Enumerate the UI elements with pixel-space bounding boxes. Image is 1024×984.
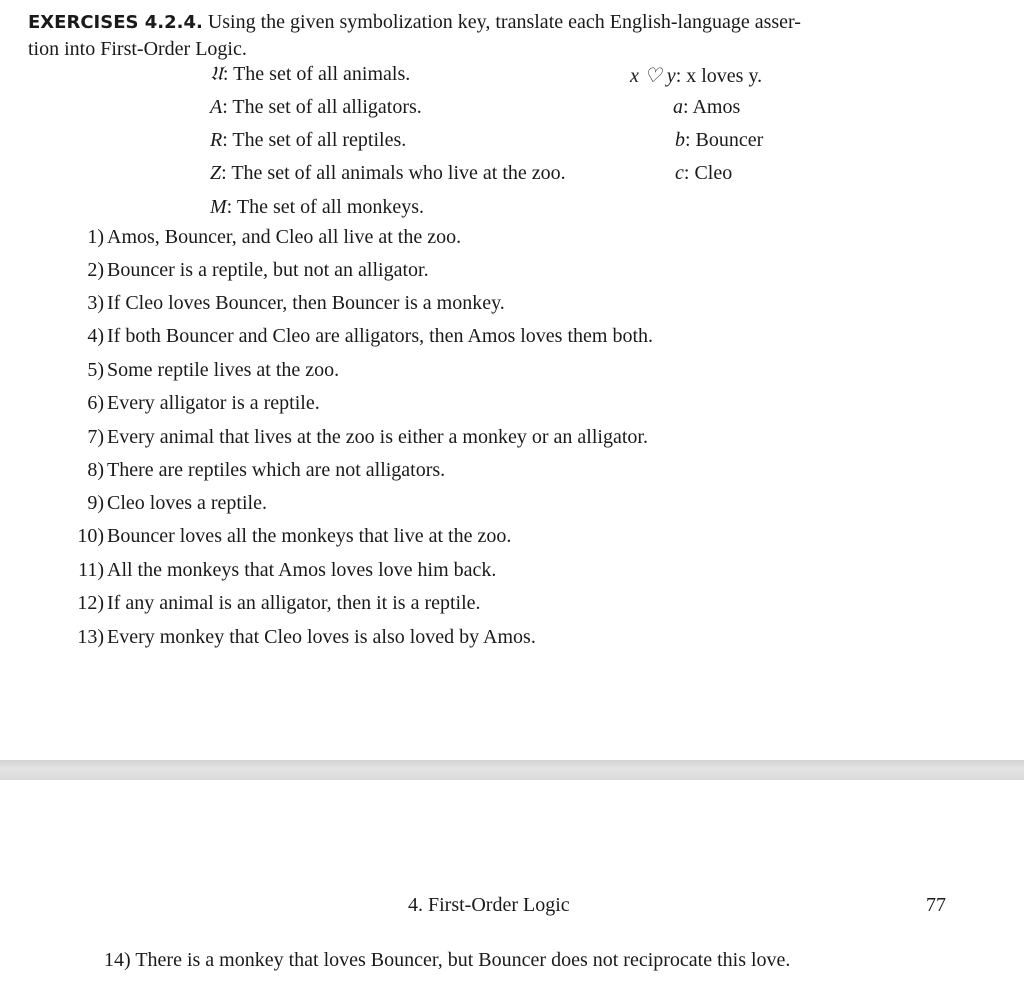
key-item-bouncer (675, 129, 763, 152)
heading-text-2: tion into First-Order Logic. (28, 38, 247, 60)
heading-text-1: Using the given symbolization key, translate each English-language asser- (202, 11, 801, 33)
key-desc: : The set of all animals who live at the zoo. (221, 162, 566, 184)
exercises-label: EXERCISES 4.2.4. (28, 12, 203, 33)
exercise-item: 10) Bouncer loves all the monkeys that live at the zoo. (77, 525, 512, 547)
exercise-item: 2) Bouncer is a reptile, but not an alligator. (87, 259, 429, 281)
exercise-item: 9) Cleo loves a reptile. (87, 492, 267, 514)
key-item-reptiles (210, 129, 406, 152)
key-item-loves (630, 63, 762, 88)
key-desc: : Bouncer (685, 129, 764, 151)
key-symbol: x ♡ y (630, 65, 676, 87)
key-desc: : The set of all reptiles. (222, 129, 407, 151)
key-symbol: a (673, 96, 683, 118)
key-symbol: R (210, 129, 223, 151)
exercise-text: There is a monkey that loves Bouncer, but Bouncer does not reciprocate this love. (135, 949, 791, 971)
key-symbol: c (675, 162, 684, 184)
exercise-item: 1) Amos, Bouncer, and Cleo all live at the zoo. (87, 226, 462, 248)
exercise-item: 4) If both Bouncer and Cleo are alligators, then Amos loves them both. (87, 325, 653, 347)
page-number: 77 (926, 894, 946, 916)
exercise-item: 7) Every animal that lives at the zoo is either a monkey or an alligator. (87, 426, 648, 448)
exercise-item: 13) Every monkey that Cleo loves is also loved by Amos. (77, 626, 536, 648)
key-desc: : Cleo (683, 162, 733, 184)
key-symbol: A (210, 96, 223, 118)
key-symbol: 𝔘 (210, 63, 223, 85)
key-desc: : The set of all monkeys. (226, 196, 425, 218)
exercise-item: 3) If Cleo loves Bouncer, then Bouncer is a monkey. (87, 292, 505, 314)
key-item-monkeys (210, 196, 424, 219)
page-divider (0, 760, 1024, 780)
key-item-alligators (210, 96, 422, 119)
exercise-item: 5) Some reptile lives at the zoo. (87, 359, 340, 381)
key-symbol: Z (210, 162, 222, 184)
exercise-item: 12) If any animal is an alligator, then it is a reptile. (77, 592, 481, 614)
running-header-title: 4. First-Order Logic (408, 894, 570, 916)
key-desc: : x loves y. (675, 65, 763, 87)
key-item-universe (210, 63, 410, 86)
exercise-number: 14) (104, 949, 131, 971)
key-desc: : The set of all alligators. (222, 96, 422, 118)
key-item-zoo (210, 162, 566, 185)
exercise-item: 6) Every alligator is a reptile. (87, 392, 320, 414)
exercise-item (104, 949, 790, 972)
key-symbol: M (210, 196, 227, 218)
key-item-cleo (675, 162, 732, 185)
key-item-amos (673, 96, 740, 119)
exercise-item: 11) All the monkeys that Amos loves love him back. (78, 559, 497, 581)
exercise-item: 8) There are reptiles which are not alligators. (87, 459, 446, 481)
key-symbol: b (675, 129, 685, 151)
page-bottom (0, 780, 1024, 984)
key-desc: : Amos (683, 96, 741, 118)
exercises-heading (28, 9, 988, 62)
key-desc: : The set of all animals. (222, 63, 411, 85)
